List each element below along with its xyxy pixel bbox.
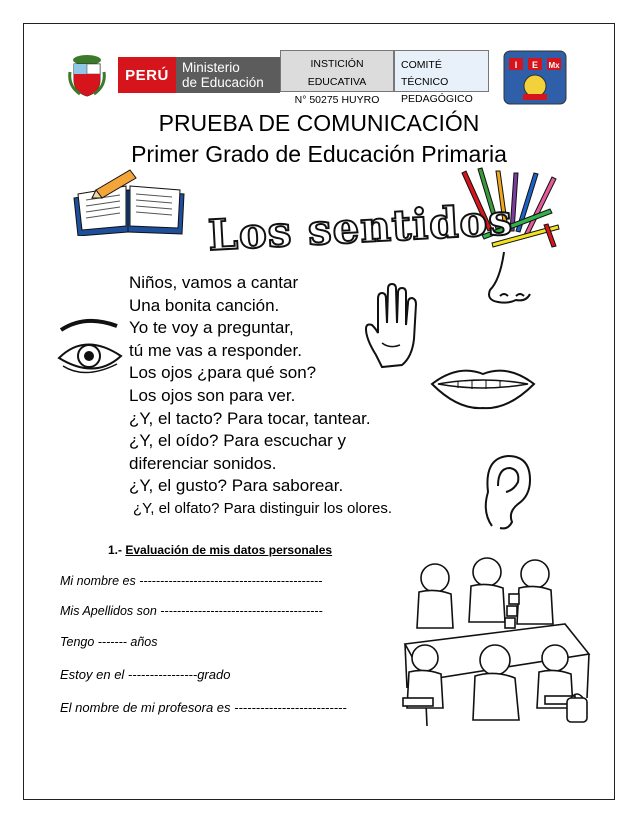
- svg-text:I: I: [514, 60, 518, 70]
- poem-line: tú me vas a responder.: [129, 340, 302, 360]
- ear-icon: [478, 452, 534, 532]
- eye-icon: [55, 314, 125, 384]
- peru-shield-icon: [68, 52, 106, 98]
- institucion-box: [280, 50, 394, 106]
- comite-line1: COMITÉ TÉCNICO: [401, 59, 449, 88]
- edad-field[interactable]: Tengo ------- años: [60, 635, 158, 649]
- apellidos-field[interactable]: Mis Apellidos son ---------------------------------------: [60, 604, 323, 618]
- poem: [129, 272, 392, 521]
- ministerio-line1: Ministerio: [182, 60, 240, 75]
- page-subtitle: Primer Grado de Educación Primaria: [131, 141, 507, 167]
- poem-line: Una bonita canción.: [129, 295, 280, 315]
- peru-label: PERÚ: [118, 57, 176, 93]
- section-number: 1.-: [108, 543, 123, 557]
- poem-line: Los ojos ¿para qué son?: [129, 363, 317, 383]
- banner-title: Los sentidos: [206, 195, 515, 260]
- grado-field[interactable]: Estoy en el ----------------grado: [60, 667, 231, 682]
- comite-box: [394, 50, 489, 105]
- ministerio-label: [176, 57, 280, 93]
- poem-line: diferenciar sonidos.: [129, 453, 277, 473]
- institucion-line2: N° 50275 HUYRO: [294, 94, 380, 106]
- poem-line: Los ojos son para ver.: [129, 385, 296, 405]
- section-title: Evaluación de mis datos personales: [125, 543, 333, 557]
- poem-line: ¿Y, el gusto? Para saborear.: [129, 476, 344, 496]
- poem-line: ¿Y, el oído? Para escuchar y: [129, 431, 347, 451]
- ministerio-line2: de Educación: [182, 75, 264, 90]
- poem-line: Niños, vamos a cantar: [129, 273, 299, 292]
- poem-line: ¿Y, el olfato? Para distinguir los olores.: [133, 499, 393, 517]
- svg-text:Mx: Mx: [548, 61, 560, 70]
- nose-icon: [482, 250, 538, 306]
- children-table-illustration: [395, 548, 595, 733]
- page-title: PRUEBA DE COMUNICACIÓN: [158, 110, 480, 136]
- profesora-field[interactable]: El nombre de mi profesora es --------------------------: [60, 700, 347, 715]
- mouth-icon: [428, 362, 538, 412]
- poem-line: ¿Y, el tacto? Para tocar, tantear.: [129, 408, 371, 428]
- poem-line: Yo te voy a preguntar,: [129, 318, 294, 338]
- book-icon: [70, 168, 190, 236]
- section-heading: [108, 543, 332, 557]
- comite-line2: PEDAGÓGICO: [401, 93, 473, 105]
- school-logo-icon: [503, 50, 567, 105]
- nombre-field[interactable]: Mi nombre es --------------------------------------------: [60, 574, 323, 588]
- svg-text:E: E: [531, 60, 539, 70]
- hand-icon: [360, 283, 430, 373]
- institucion-line1: INSTICIÓN EDUCATIVA: [307, 58, 367, 88]
